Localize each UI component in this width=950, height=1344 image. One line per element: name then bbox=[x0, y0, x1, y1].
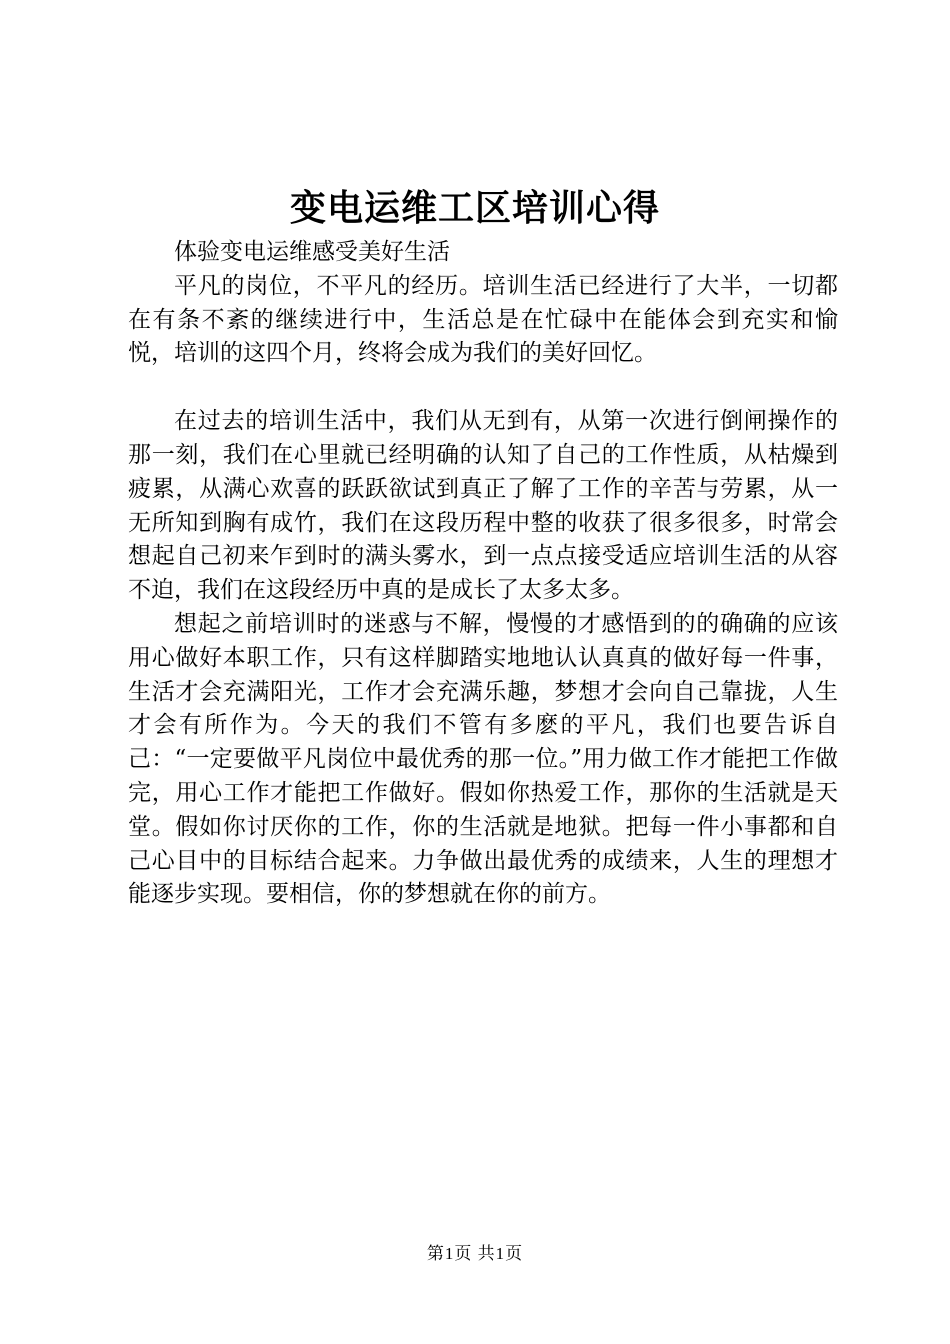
body-paragraph: 在过去的培训生活中，我们从无到有，从第一次进行倒闸操作的那一刻，我们在心里就已经明确的认知了自己的工作性质，从枯燥到疲累，从满心欢喜的跃跃欲试到真正了解了工作的辛苦与劳累，从一无所知到胸有成竹，我们在这段历程中整的收获了很多很多，时常会想起自己初来乍到时的满头雾水，到一点点接受适应培训生活的从容不迫，我们在这段经历中真的是成长了太多太多。 bbox=[128, 408, 838, 604]
body-paragraph: 想起之前培训时的迷惑与不解，慢慢的才感悟到的的确确的应该用心做好本职工作，只有这样脚踏实地地认认真真的做好每一件事，生活才会充满阳光，工作才会充满乐趣，梦想才会向自己靠拢，人生才会有所作为。今天的我们不管有多麽的平凡，我们也要告诉自己：“一定要做平凡岗位中最优秀的那一位。”用力做工作才能把工作做完，用心工作才能把工作做好。假如你热爱工作，那你的生活就是天堂。假如你讨厌你的工作，你的生活就是地狱。把每一件小事都和自己心目中的目标结合起来。力争做出最优秀的成绩来，人生的理想才能逐步实现。要相信，你的梦想就在你的前方。 bbox=[128, 610, 838, 908]
page-footer: 第1页 共1页 bbox=[426, 1244, 524, 1263]
subtitle-paragraph: 体验变电运维感受美好生活 bbox=[174, 239, 450, 265]
document-body bbox=[128, 236, 838, 912]
page-title: 变电运维工区培训心得 bbox=[289, 187, 660, 229]
intro-paragraph: 平凡的岗位，不平凡的经历。培训生活已经进行了大半，一切都在有条不紊的继续进行中，生活总是在忙碌中在能体会到充实和愉悦，培训的这四个月，终将会成为我们的美好回忆。 bbox=[128, 272, 838, 367]
